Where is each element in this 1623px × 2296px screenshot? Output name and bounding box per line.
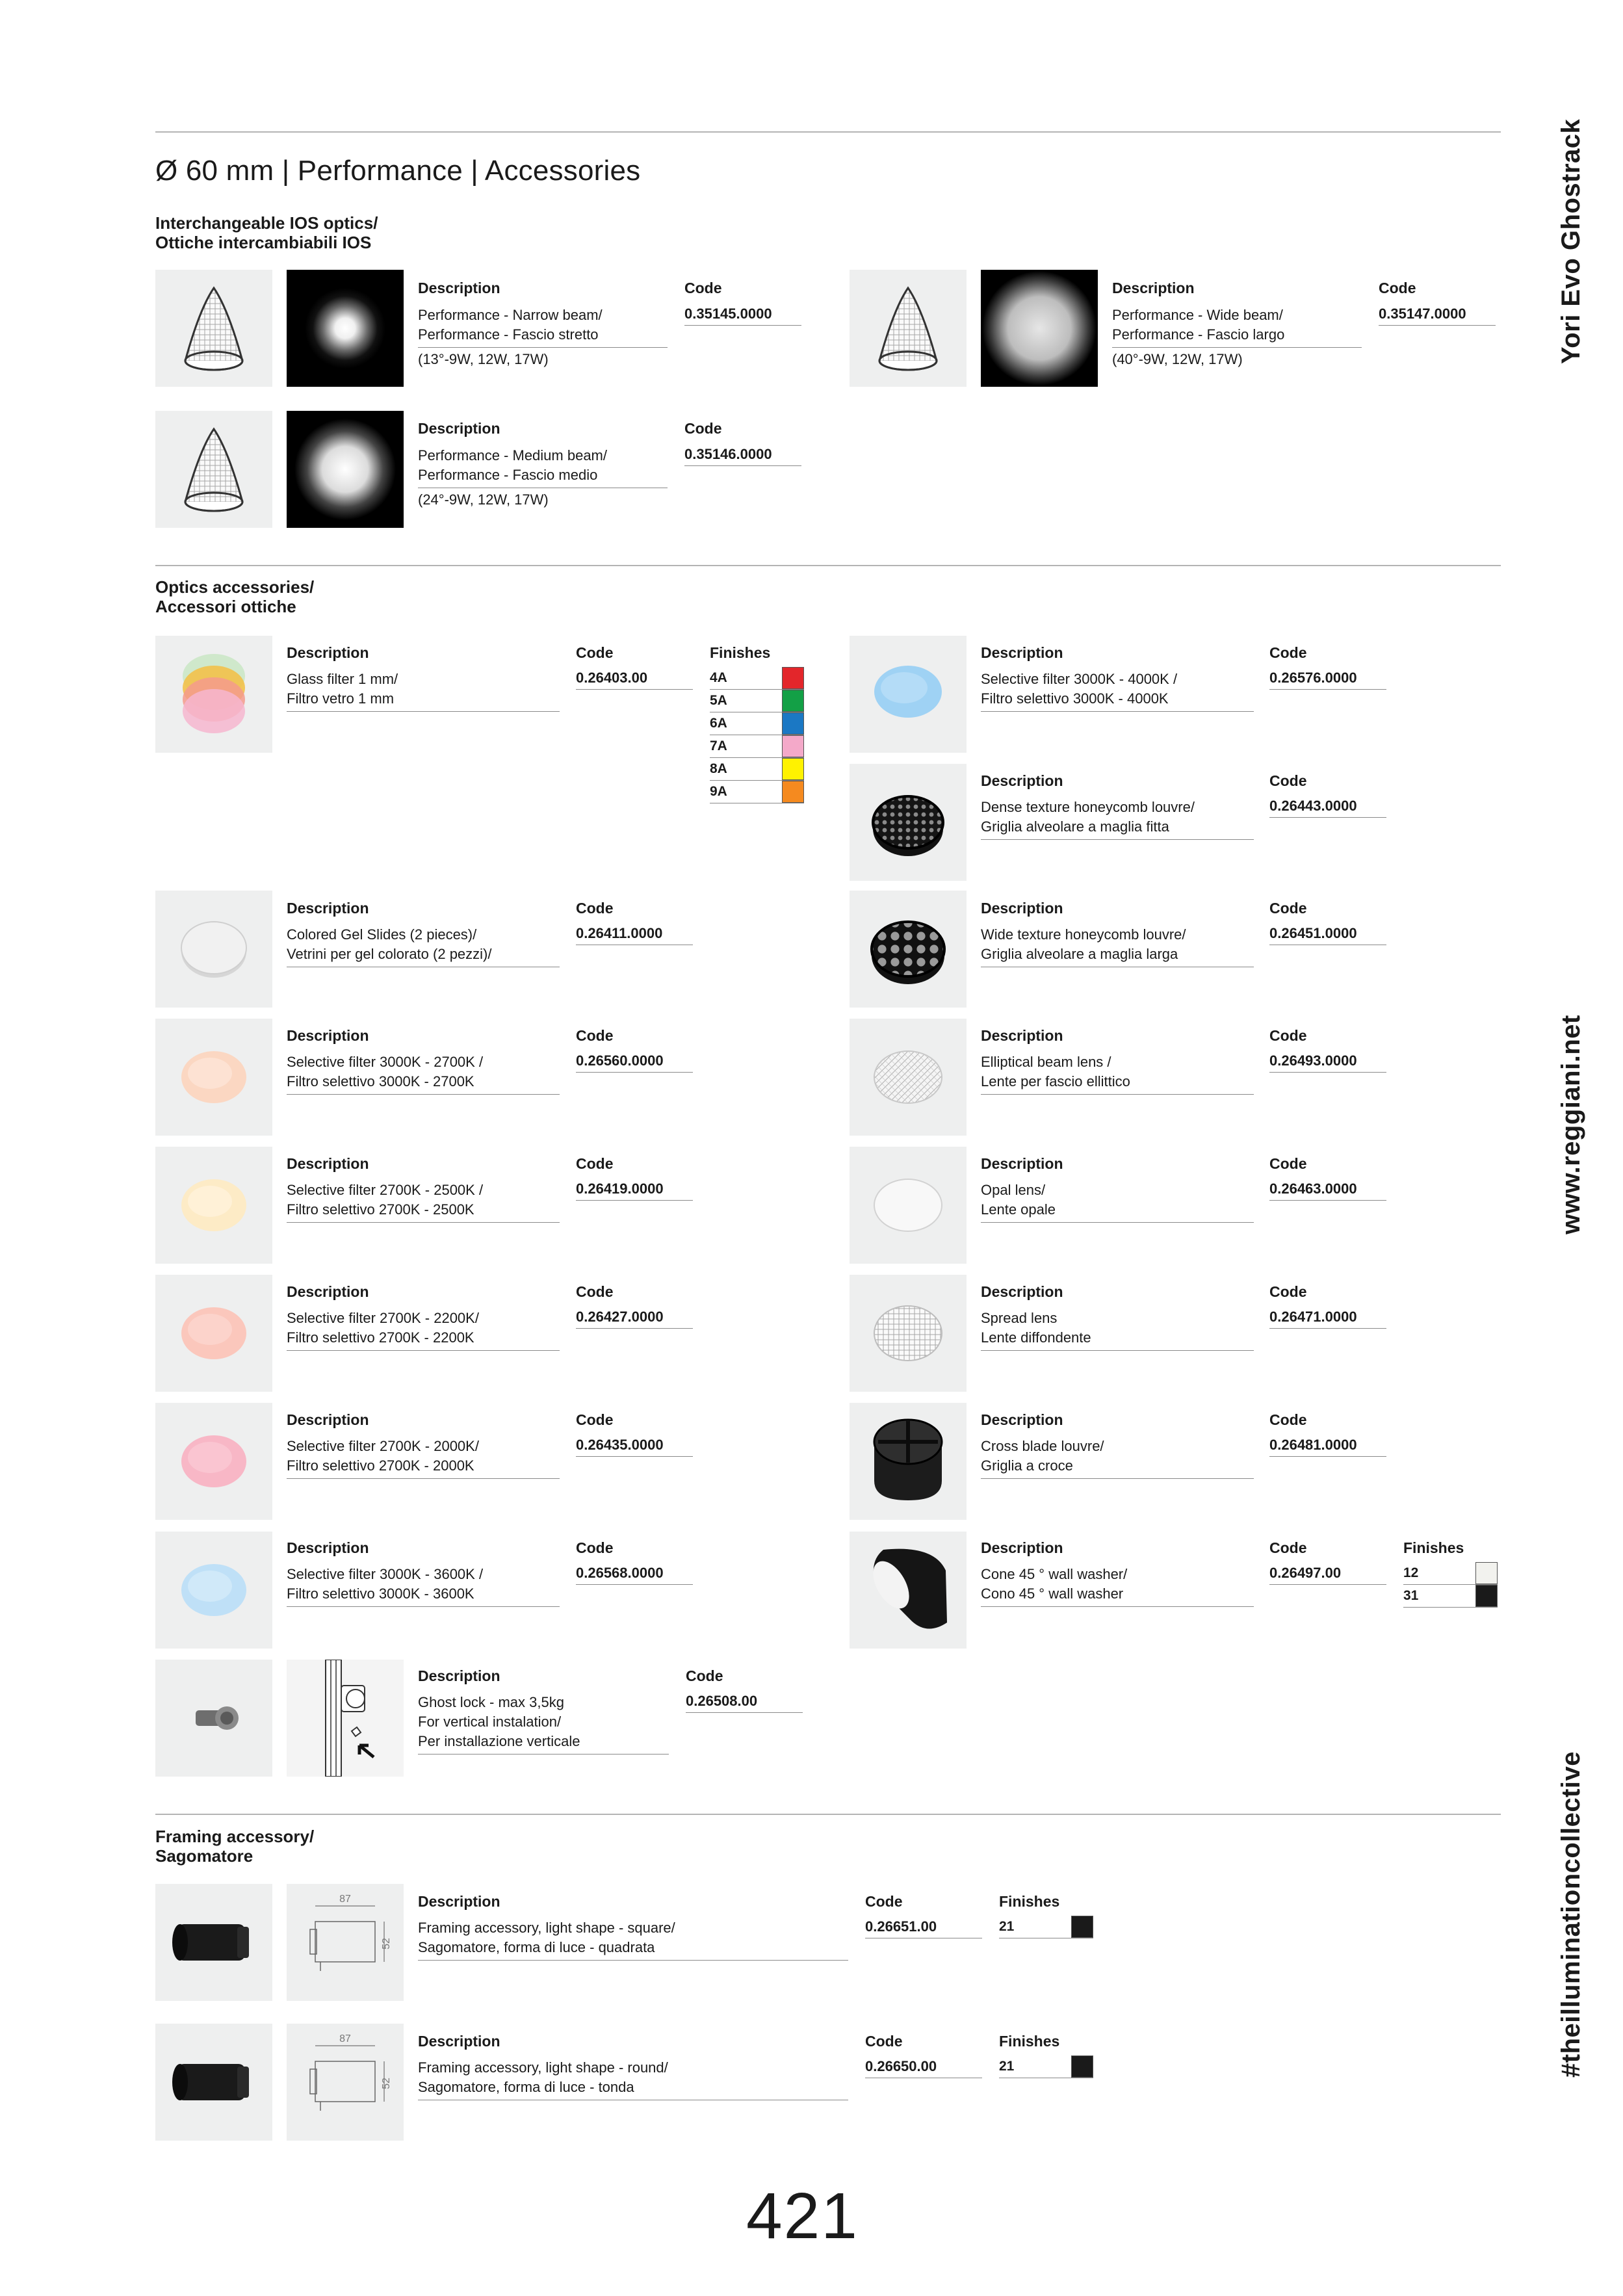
code-label: Code [1269,1411,1307,1428]
code-label: Code [1269,1155,1307,1172]
glass-filter-image [155,636,272,753]
ios-wattage: (13°-9W, 12W, 17W) [418,351,549,367]
code-label: Code [1269,1283,1307,1300]
reflector-image [155,411,272,528]
code-label: Code [1269,900,1307,917]
description-label: Description [981,1283,1063,1300]
section-rule [155,1814,1501,1815]
accessory-description: Framing accessory, light shape - round/ Sagomatore, forma di luce - tonda [418,2058,848,2100]
code-label: Code [576,1539,614,1556]
accessory-code: 0.26463.0000 [1269,1181,1386,1201]
accessory-description: Selective filter 2700K - 2200K/ Filtro selettivo 2700K - 2200K [287,1309,560,1351]
reflector-medium-icon [155,411,272,528]
framing-accessory-image [155,2024,272,2141]
code-label: Code [684,420,722,437]
description-label: Description [981,1155,1063,1172]
code-label: Code [576,1027,614,1044]
dimension-width: 87 [339,2033,351,2044]
accessory-description: Cone 45 ° wall washer/ Cono 45 ° wall washer [981,1565,1254,1607]
finish-row: 21 [999,1916,1093,1938]
reflector-image [155,270,272,387]
filter-3000-3600-image [155,1532,272,1649]
elliptical-lens-image [850,1019,967,1136]
finish-list [1403,1562,1498,1608]
description-label: Description [981,644,1063,661]
description-label: Description [287,1155,369,1172]
beam-medium-image [287,411,404,528]
accessory-code: 0.26481.0000 [1269,1437,1386,1457]
finish-row: 31 [1403,1585,1498,1608]
filter-2700-2000-image [155,1403,272,1520]
accessory-description: Cross blade louvre/ Griglia a croce [981,1437,1254,1479]
code-label: Code [865,1893,903,1910]
finish-row: 8A [710,758,804,781]
beam-narrow-image [287,270,404,387]
framing-dimension-drawing [287,1884,404,2001]
finish-list [999,2055,1093,2078]
filter-2700-2500-image [155,1147,272,1264]
accessory-code: 0.26497.00 [1269,1565,1386,1585]
accessory-code: 0.26576.0000 [1269,670,1386,690]
accessory-description: Opal lens/ Lente opale [981,1181,1254,1223]
ghost-lock-image [155,1660,272,1777]
filter-3000-2700-image [155,1019,272,1136]
description-label: Description [287,1411,369,1428]
code-label: Code [1269,772,1307,789]
finish-swatch [1475,1585,1498,1607]
dimension-height: 52 [381,1938,392,1950]
dimension-width: 87 [339,1894,351,1905]
page-number: 421 [746,2180,859,2252]
accessory-description: Selective filter 2700K - 2000K/ Filtro selettivo 2700K - 2000K [287,1437,560,1479]
finish-row: 7A [710,735,804,758]
finish-row: 21 [999,2055,1093,2078]
ios-code: 0.35147.0000 [1379,306,1496,326]
description-label: Description [287,1027,369,1044]
filter-3000-4000-image [850,636,967,753]
description-label: Description [1112,280,1195,296]
finish-swatch [1475,1562,1498,1584]
wide-honeycomb-image [850,891,967,1008]
accessory-code: 0.26451.0000 [1269,925,1386,945]
accessory-code: 0.26493.0000 [1269,1052,1386,1073]
accessory-code: 0.26403.00 [576,670,693,690]
website-vertical: www.reggiani.net [1557,1015,1585,1234]
section-rule [155,565,1501,566]
description-label: Description [418,2033,500,2050]
finishes-label: Finishes [1403,1539,1464,1556]
framing-dimension-drawing [287,2024,404,2141]
section-ios-title: Interchangeable IOS optics/ Ottiche intercambiabili IOS [155,213,378,252]
code-label: Code [576,1283,614,1300]
finish-row: 5A [710,690,804,712]
accessory-description: Selective filter 3000K - 3600K / Filtro selettivo 3000K - 3600K [287,1565,560,1607]
finish-swatch [782,781,804,803]
accessory-code: 0.26419.0000 [576,1181,693,1201]
finish-swatch [782,735,804,757]
finish-list [999,1916,1093,1938]
cone-wall-washer-image [850,1532,967,1649]
dense-honeycomb-image [850,764,967,881]
description-label: Description [981,1411,1063,1428]
reflector-narrow-icon [155,270,272,387]
description-label: Description [418,1667,500,1684]
ios-description: Performance - Narrow beam/ Performance - Fascio stretto [418,306,668,348]
brand-vertical: Yori Evo Ghostrack [1557,118,1585,364]
code-label: Code [1269,1539,1307,1556]
finish-swatch [782,758,804,780]
accessory-code: 0.26471.0000 [1269,1309,1386,1329]
description-label: Description [418,1893,500,1910]
description-label: Description [287,1539,369,1556]
dimension-height: 52 [381,2078,392,2089]
finishes-label: Finishes [710,644,771,661]
accessory-code: 0.26560.0000 [576,1052,693,1073]
code-label: Code [576,900,614,917]
ghost-lock-diagram [287,1660,404,1777]
opal-lens-image [850,1147,967,1264]
finishes-label: Finishes [999,1893,1060,1910]
accessory-description: Selective filter 2700K - 2500K / Filtro selettivo 2700K - 2500K [287,1181,560,1223]
code-label: Code [576,1411,614,1428]
finish-row: 4A [710,667,804,690]
code-label: Code [1269,644,1307,661]
accessory-description: Glass filter 1 mm/ Filtro vetro 1 mm [287,670,560,712]
filter-2700-2200-image [155,1275,272,1392]
accessory-description: Elliptical beam lens / Lente per fascio ellittico [981,1052,1254,1095]
cross-blade-louvre-image [850,1403,967,1520]
ios-wattage: (40°-9W, 12W, 17W) [1112,351,1243,367]
code-label: Code [576,644,614,661]
accessory-code: 0.26508.00 [686,1693,803,1713]
accessory-code: 0.26651.00 [865,1918,982,1938]
finish-row: 6A [710,712,804,735]
framing-accessory-image [155,1884,272,2001]
accessory-description: Wide texture honeycomb louvre/ Griglia alveolare a maglia larga [981,925,1254,967]
finish-swatch [1071,1916,1093,1938]
accessory-description: Colored Gel Slides (2 pieces)/ Vetrini per gel colorato (2 pezzi)/ [287,925,560,967]
finish-row: 9A [710,781,804,803]
code-label: Code [865,2033,903,2050]
code-label: Code [1379,280,1416,296]
finishes-label: Finishes [999,2033,1060,2050]
top-rule [155,131,1501,133]
accessory-code: 0.26443.0000 [1269,798,1386,818]
description-label: Description [287,900,369,917]
accessory-description: Ghost lock - max 3,5kg For vertical instalation/ Per installazione verticale [418,1693,669,1755]
ios-code: 0.35145.0000 [684,306,801,326]
section-framing-title: Framing accessory/ Sagomatore [155,1827,315,1866]
page-title: Ø 60 mm | Performance | Accessories [155,155,641,187]
gel-slides-image [155,891,272,1008]
accessory-description: Selective filter 3000K - 4000K / Filtro selettivo 3000K - 4000K [981,670,1254,712]
ios-code: 0.35146.0000 [684,446,801,466]
accessory-code: 0.26435.0000 [576,1437,693,1457]
accessory-code: 0.26650.00 [865,2058,982,2078]
code-label: Code [686,1667,723,1684]
section-optics-title: Optics accessories/ Accessori ottiche [155,577,315,616]
hashtag-vertical: #theilluminationcollective [1557,1751,1585,2078]
finish-swatch [782,690,804,712]
beam-wide-image [981,270,1098,387]
description-label: Description [981,1539,1063,1556]
accessory-code: 0.26568.0000 [576,1565,693,1585]
description-label: Description [287,644,369,661]
finish-swatch [782,667,804,689]
description-label: Description [981,900,1063,917]
accessory-description: Dense texture honeycomb louvre/ Griglia alveolare a maglia fitta [981,798,1254,840]
ios-description: Performance - Wide beam/ Performance - Fascio largo [1112,306,1362,348]
accessory-code: 0.26411.0000 [576,925,693,945]
reflector-image [850,270,967,387]
code-label: Code [576,1155,614,1172]
code-label: Code [1269,1027,1307,1044]
reflector-wide-icon [850,270,967,387]
description-label: Description [418,420,500,437]
accessory-description: Framing accessory, light shape - square/ Sagomatore, forma di luce - quadrata [418,1918,848,1961]
ios-description: Performance - Medium beam/ Performance - Fascio medio [418,446,668,488]
ios-wattage: (24°-9W, 12W, 17W) [418,491,549,508]
description-label: Description [418,280,500,296]
spread-lens-image [850,1275,967,1392]
finish-list [710,667,804,803]
accessory-description: Selective filter 3000K - 2700K / Filtro selettivo 3000K - 2700K [287,1052,560,1095]
code-label: Code [684,280,722,296]
accessory-description: Spread lens Lente diffondente [981,1309,1254,1351]
finish-swatch [1071,2055,1093,2078]
finish-row: 12 [1403,1562,1498,1585]
description-label: Description [287,1283,369,1300]
finish-swatch [782,712,804,735]
description-label: Description [981,772,1063,789]
accessory-code: 0.26427.0000 [576,1309,693,1329]
description-label: Description [981,1027,1063,1044]
